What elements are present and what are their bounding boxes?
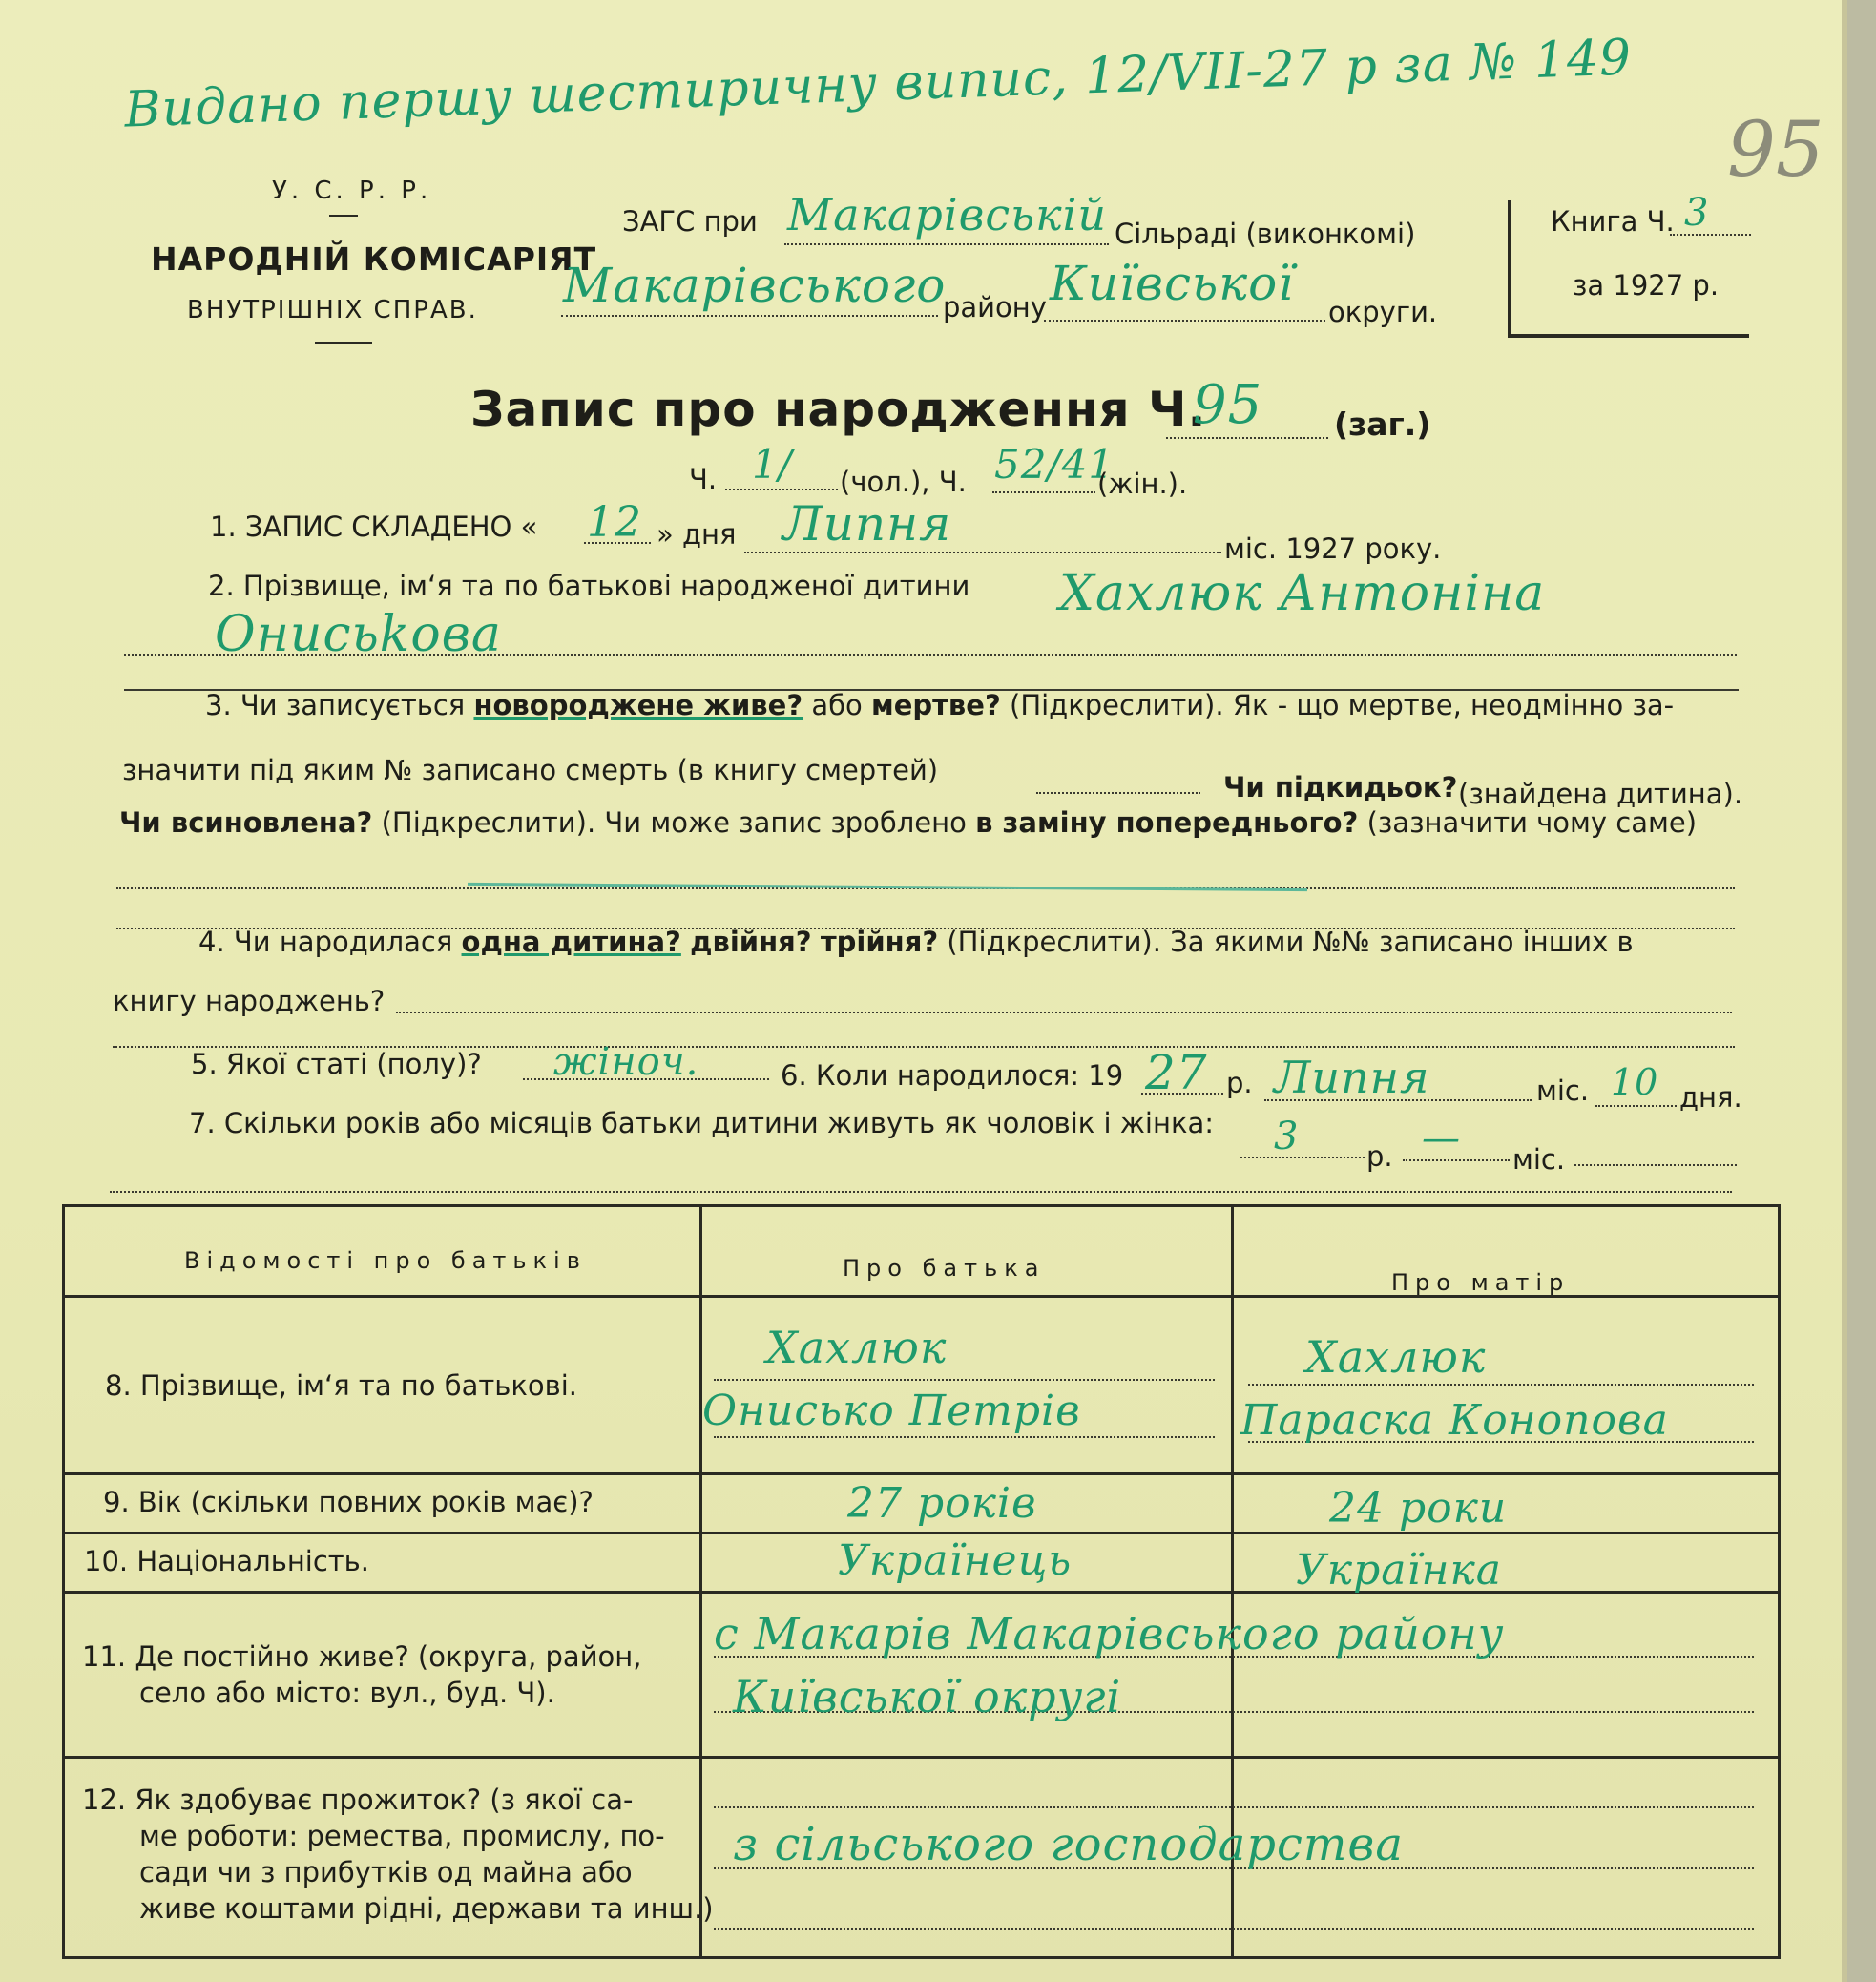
- raion-label: району: [943, 291, 1047, 323]
- field-6-month: Липня: [1274, 1052, 1430, 1103]
- zags-label: ЗАГС при: [622, 205, 758, 238]
- raion-value: Макарівського: [563, 258, 947, 313]
- field-1-month: Липня: [782, 496, 952, 552]
- divider: [329, 215, 358, 217]
- row-12-label-2: ме роботи: ремества, промислу, по-: [139, 1820, 665, 1852]
- male-label: (чол.), Ч.: [840, 466, 967, 498]
- row-divider: [65, 1591, 1778, 1594]
- parents-table: [62, 1204, 1781, 1959]
- row-9-label: 9. Вік (скільки повних років має)?: [103, 1486, 594, 1518]
- field-1-tail: міс. 1927 року.: [1224, 532, 1442, 565]
- selradi-label: Сільраді (виконкомі): [1115, 218, 1416, 250]
- triplets-option: трійня?: [820, 926, 939, 958]
- okruga-line: [1044, 320, 1325, 322]
- field-3-line-1: 3. Чи записується новороджене живе? або мертве? (Підкреслити). Як - що мертве, неодмінно за-: [205, 689, 1675, 721]
- row-11-label-1: 11. Де постійно живе? (округа, район,: [82, 1640, 642, 1673]
- field-1-day: 12: [587, 498, 642, 547]
- father-surname: Хахлюк: [766, 1322, 948, 1373]
- field-7-bottom-line: [110, 1191, 1732, 1193]
- row-10-label: 10. Національність.: [84, 1545, 369, 1577]
- page-number: 95: [1727, 105, 1824, 194]
- field-2-value-1: Хахлюк Антоніна: [1059, 565, 1546, 622]
- field-4-line-1: 4. Чи народилася одна дитина? двійня? трійня? (Підкреслити). За якими №№ записано інших в: [198, 926, 1634, 958]
- divider: [315, 342, 372, 344]
- department-label: ВНУТРІШНІХ СПРАВ.: [187, 296, 478, 324]
- single-child-option: одна дитина?: [461, 926, 681, 958]
- book-value: 3: [1684, 191, 1710, 235]
- field-6-mis: міс.: [1536, 1074, 1590, 1107]
- field-7-months: —: [1422, 1116, 1461, 1160]
- total-label: (заг.): [1334, 406, 1431, 443]
- row-8-father-line: [714, 1379, 1215, 1381]
- okruga-label: округи.: [1328, 296, 1438, 328]
- residence-line-1: с Макарів Макарівського району: [714, 1608, 1505, 1659]
- total-line: [1166, 437, 1328, 439]
- zags-value: Макарівській: [787, 189, 1107, 240]
- mother-name: Параска Конопова: [1240, 1396, 1669, 1445]
- dead-option: мертве?: [870, 689, 1001, 721]
- father-nationality: Українець: [838, 1536, 1073, 1585]
- field-6-day-line: [1595, 1105, 1677, 1107]
- field-4-line: [396, 1012, 1732, 1013]
- row-12-label-3: сади чи з прибутків од майна або: [139, 1856, 633, 1888]
- header-parents-info: Відомості про батьків: [184, 1247, 587, 1274]
- row-11-label-2: село або місто: вул., буд. Ч).: [139, 1677, 555, 1709]
- row-12-line: [714, 1928, 1754, 1930]
- commissariat-label: НАРОДНІЙ КОМІСАРІЯТ: [151, 240, 597, 278]
- male-line: [725, 489, 838, 490]
- father-age: 27 років: [847, 1479, 1037, 1528]
- twins-option: двійня?: [690, 926, 812, 958]
- field-5-label: 5. Якої статі (полу)?: [191, 1048, 482, 1080]
- ch-label: Ч.: [689, 463, 718, 495]
- issued-note: Видано першу шестиричну випис, 12/VII-27 р за № 149: [123, 29, 1634, 139]
- livelihood: з сільського господарства: [733, 1818, 1404, 1871]
- field-5-value: жіноч.: [553, 1040, 699, 1084]
- field-3-line-2: значити під яким № записано смерть (в книгу смертей): [122, 754, 939, 786]
- row-divider: [65, 1532, 1778, 1534]
- mother-surname: Хахлюк: [1305, 1331, 1487, 1383]
- male-number: 1/: [752, 441, 793, 488]
- raion-line: [561, 315, 938, 317]
- female-number: 52/41: [994, 441, 1115, 488]
- field-1-mid: » дня: [657, 518, 737, 551]
- field-6-label: 6. Коли народилося: 19: [781, 1059, 1124, 1092]
- okruga-value: Київської: [1050, 256, 1295, 311]
- field-7-label: 7. Скільки років або місяців батьки дитини живуть як чоловік і жінка:: [189, 1107, 1215, 1139]
- zags-line: [784, 243, 1109, 245]
- female-line: [992, 491, 1095, 493]
- field-3-line-3: Чи всиновлена? (Підкреслити). Чи може запис зроблено в заміну попереднього? (зазначити чому саме): [119, 806, 1698, 839]
- row-divider: [65, 1472, 1778, 1475]
- foundling-note: (знайдена дитина).: [1458, 778, 1743, 810]
- residence-line-2: Київської округі: [733, 1671, 1122, 1722]
- field-1-label: 1. ЗАПИС СКЛАДЕНО «: [210, 511, 538, 543]
- book-line: [1670, 234, 1751, 236]
- row-divider: [65, 1756, 1778, 1759]
- female-label: (жін.).: [1097, 468, 1188, 500]
- row-8-mother-line: [1248, 1384, 1754, 1386]
- field-6-dnya: дня.: [1679, 1081, 1742, 1114]
- field-6-day: 10: [1611, 1061, 1659, 1103]
- father-name: Онисько Петрів: [702, 1387, 1081, 1435]
- mother-nationality: Українка: [1296, 1546, 1503, 1595]
- death-number-line: [1036, 792, 1200, 794]
- field-1-month-line: [744, 552, 1221, 553]
- country-label: У. С. Р. Р.: [272, 177, 432, 205]
- record-title: Запис про народження Ч.: [470, 382, 1207, 437]
- field-7-mis: міс.: [1512, 1143, 1566, 1176]
- field-7-tail-line: [1574, 1164, 1737, 1166]
- field-6-r: р.: [1226, 1067, 1253, 1099]
- mother-age: 24 роки: [1329, 1484, 1508, 1533]
- book-label: Книга Ч.: [1551, 205, 1675, 238]
- header-father: Про батька: [843, 1255, 1046, 1282]
- row-8-label: 8. Прізвище, ім‘я та по батькові.: [105, 1369, 577, 1402]
- header-mother: Про матір: [1391, 1269, 1571, 1296]
- row-8-father-line: [714, 1436, 1215, 1438]
- total-number: 95: [1193, 374, 1263, 436]
- field-2-value-2: Онисьkова: [215, 606, 502, 663]
- field-7-years-line: [1240, 1157, 1365, 1158]
- row-12-label-4: живе коштами рідні, держави та инш.): [139, 1892, 714, 1925]
- field-4-line-2: книгу народжень?: [113, 985, 386, 1017]
- foundling-question: Чи підкидьок?: [1223, 771, 1458, 803]
- field-2-label: 2. Прізвище, ім‘я та по батькові народженої дитини: [208, 570, 970, 602]
- row-12-label-1: 12. Як здобуває прожиток? (з якої са-: [82, 1784, 634, 1816]
- adopted-question: Чи всиновлена?: [119, 806, 373, 839]
- year-label: за 1927 р.: [1573, 269, 1720, 302]
- alive-option: новороджене живе?: [473, 689, 803, 721]
- field-7-years: 3: [1274, 1115, 1300, 1158]
- column-divider: [699, 1207, 702, 1956]
- row-12-line: [714, 1806, 1754, 1808]
- field-6-year: 27: [1145, 1045, 1208, 1100]
- field-7-r: р.: [1366, 1140, 1393, 1173]
- replacement-question: в заміну попереднього?: [975, 806, 1359, 839]
